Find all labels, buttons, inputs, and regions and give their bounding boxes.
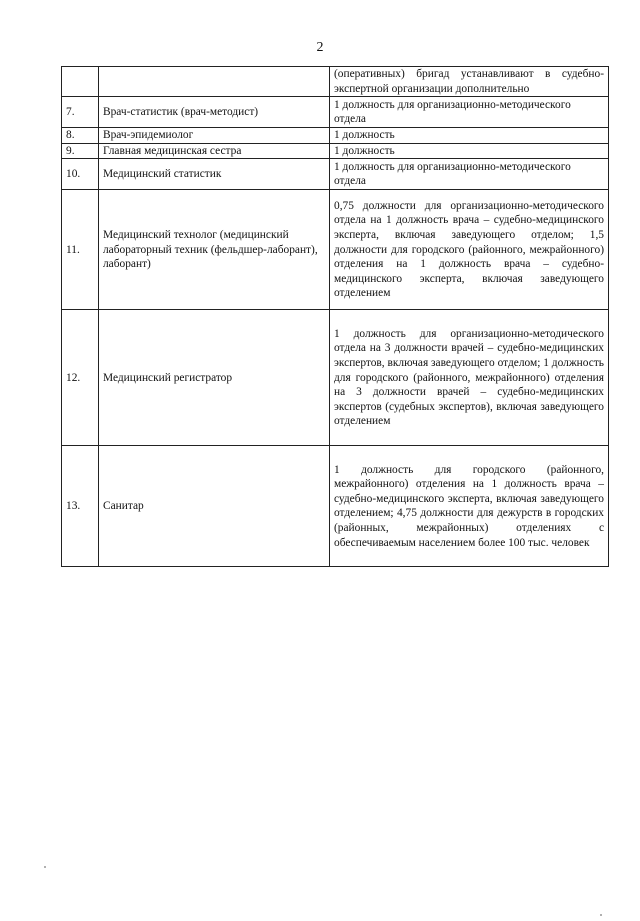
row-number: 11. xyxy=(62,190,99,310)
row-number: 12. xyxy=(62,310,99,446)
position-norm: 1 должность для организационно-методического отдела на 3 должности врачей – судебно-медицинских экспертов, включая заведующего отделом; 1 должность для городского (районного, межрайонного) отделения на 3 должности врачей – судебно-медицинских экспертов (судебных экспертов), включая заведующего отделением xyxy=(330,310,609,446)
position-norm: 1 должность для организационно-методического отдела xyxy=(330,159,609,190)
position-norm: 0,75 должности для организационно-методического отдела на 1 должность врача – судебно-медицинского эксперта, включая заведующего отделом; 1,5 должности для городского (районного, межрайонного) отделения на 1 должность врача – судебно-медицинского эксперта, включая заведующего отделением xyxy=(330,190,609,310)
position-name: Главная медицинская сестра xyxy=(99,143,330,159)
table-row xyxy=(62,310,609,446)
position-norm: (оперативных) бригад устанавливают в судебно-экспертной организации дополнительно xyxy=(330,67,609,97)
position-name xyxy=(99,67,330,97)
row-number xyxy=(62,67,99,97)
table-row xyxy=(62,97,609,128)
table-row xyxy=(62,128,609,144)
table-row xyxy=(62,143,609,159)
table-row xyxy=(62,446,609,567)
row-number: 9. xyxy=(62,143,99,159)
row-number: 8. xyxy=(62,128,99,144)
table-row xyxy=(62,67,609,97)
position-name: Медицинский регистратор xyxy=(99,310,330,446)
position-norm: 1 должность для городского (районного, межрайонного) отделения на 1 должность врача – судебно-медицинского эксперта, включая заведующего отделением; 4,75 должности для дежурств в городских (районных, межрайонных) отделениях с обеспечиваемым населением более 100 тыс. человек xyxy=(330,446,609,567)
scan-speck xyxy=(44,866,46,868)
staffing-table xyxy=(61,66,609,567)
position-norm: 1 должность для организационно-методического отдела xyxy=(330,97,609,128)
position-name: Врач-эпидемиолог xyxy=(99,128,330,144)
table-row xyxy=(62,190,609,310)
position-name: Врач-статистик (врач-методист) xyxy=(99,97,330,128)
page-number: 2 xyxy=(316,40,324,55)
table-row xyxy=(62,159,609,190)
row-number: 7. xyxy=(62,97,99,128)
row-number: 10. xyxy=(62,159,99,190)
position-norm: 1 должность xyxy=(330,128,609,144)
position-name: Медицинский статистик xyxy=(99,159,330,190)
position-norm: 1 должность xyxy=(330,143,609,159)
row-number: 13. xyxy=(62,446,99,567)
position-name: Медицинский технолог (медицинский лабораторный техник (фельдшер-лаборант), лаборант) xyxy=(99,190,330,310)
position-name: Санитар xyxy=(99,446,330,567)
scan-speck xyxy=(600,914,602,916)
